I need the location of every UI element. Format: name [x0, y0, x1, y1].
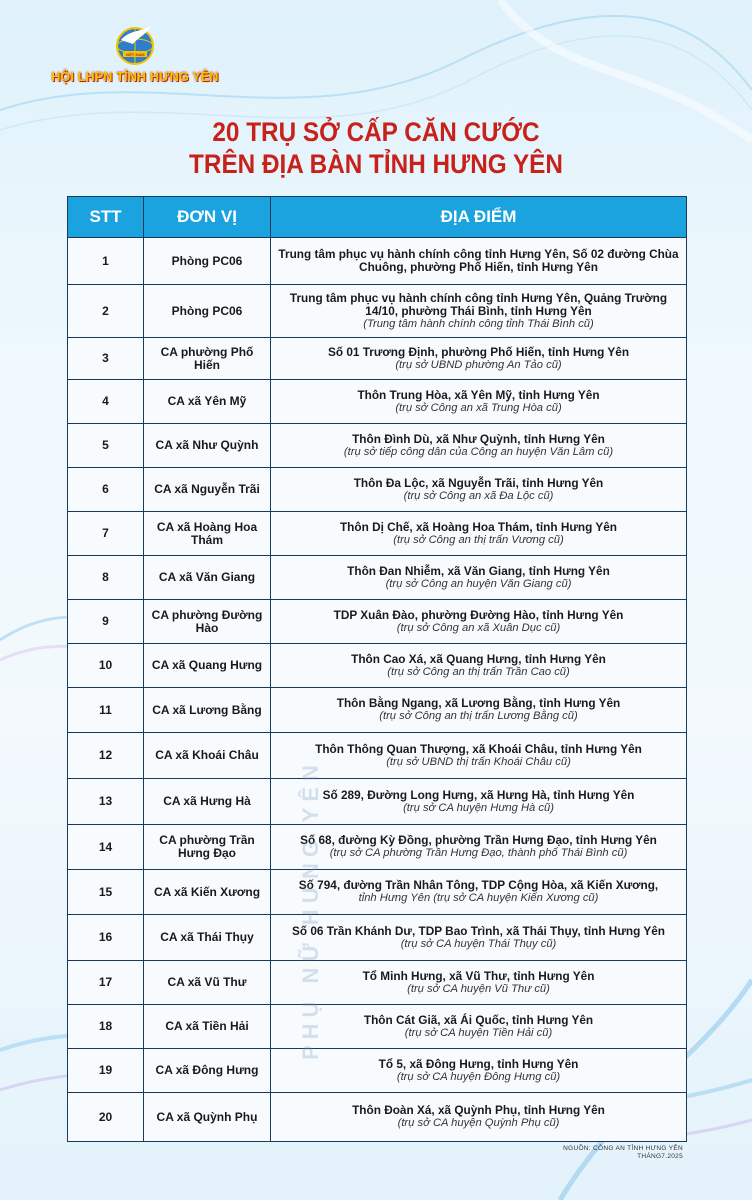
location-address: Thôn Cát Giã, xã Ái Quốc, tỉnh Hưng Yên [363, 1012, 594, 1027]
location-address: Thôn Thông Quan Thượng, xã Khoái Châu, tỉnh Hưng Yên [315, 741, 642, 756]
row-location [271, 238, 687, 285]
row-location [271, 380, 687, 424]
row-unit: CA xã Hưng Hà [144, 779, 271, 825]
table-row [68, 915, 687, 961]
location-note: (trụ sở CA phường Trần Hưng Đạo, thành phố Thái Bình cũ) [329, 847, 628, 859]
row-location [271, 779, 687, 825]
row-location [271, 285, 687, 338]
location-address: Thôn Đình Dù, xã Như Quỳnh, tỉnh Hưng Yên [352, 431, 605, 446]
row-number: 13 [68, 779, 144, 825]
row-unit: CA phường Đường Hào [144, 600, 271, 644]
row-location [271, 961, 687, 1005]
row-number: 11 [68, 688, 144, 733]
organization-name: HỘI LHPN TỈNH HƯNG YÊN [51, 70, 219, 84]
location-note: (trụ sở Công an xã Trung Hòa cũ) [395, 401, 562, 414]
location-note: (trụ sở CA huyện Hưng Hà cũ) [403, 801, 554, 814]
row-number: 18 [68, 1005, 144, 1049]
table-row [68, 1049, 687, 1093]
row-number: 6 [68, 468, 144, 512]
page-title [0, 116, 752, 180]
row-location [271, 338, 687, 380]
column-header-stt: STT [68, 197, 144, 238]
row-location [271, 1005, 687, 1049]
row-number: 17 [68, 961, 144, 1005]
table-header-row [68, 197, 687, 238]
table-row [68, 688, 687, 733]
location-address: Thôn Đa Lộc, xã Nguyễn Trãi, tỉnh Hưng Yên [353, 475, 604, 490]
location-note: (trụ sở Công an thị trấn Vương cũ) [393, 533, 564, 546]
row-unit: CA xã Vũ Thư [144, 961, 271, 1005]
location-note: (trụ sở Công an xã Đa Lộc cũ) [403, 489, 554, 502]
location-address: Thôn Cao Xá, xã Quang Hưng, tỉnh Hưng Yên [351, 651, 606, 666]
row-unit: CA phường Trần Hưng Đạo [144, 825, 271, 870]
row-location [271, 512, 687, 556]
title-line-2: TRÊN ĐỊA BÀN TỈNH HƯNG YÊN [189, 149, 563, 179]
row-number: 14 [68, 825, 144, 870]
row-unit: CA xã Nguyễn Trãi [144, 468, 271, 512]
row-unit: CA xã Khoái Châu [144, 733, 271, 779]
row-unit: CA xã Lương Bằng [144, 688, 271, 733]
source-line-1: NGUỒN: CÔNG AN TỈNH HƯNG YÊN [563, 1145, 683, 1152]
location-note: (trụ sở UBND thị trấn Khoái Châu cũ) [386, 755, 571, 768]
row-location [271, 556, 687, 600]
location-address: Trung tâm phục vụ hành chính công tỉnh Hưng Yên, Số 02 đường Chùa Chuông, phường Phố Hiến, tỉnh Hưng Yên [278, 247, 679, 274]
location-address: Số 01 Trương Định, phường Phố Hiến, tỉnh Hưng Yên [327, 344, 630, 359]
location-address: Số 289, Đường Long Hưng, xã Hưng Hà, tỉnh Hưng Yên [322, 787, 635, 802]
table-row [68, 285, 687, 338]
table-row [68, 961, 687, 1005]
row-unit: CA xã Quỳnh Phụ [144, 1093, 271, 1142]
row-number: 15 [68, 870, 144, 915]
row-location [271, 424, 687, 468]
table-row [68, 338, 687, 380]
location-address: Số 06 Trần Khánh Dư, TDP Bao Trình, xã Thái Thụy, tỉnh Hưng Yên [291, 923, 665, 938]
row-number: 3 [68, 338, 144, 380]
location-address: Thôn Bằng Ngang, xã Lương Bằng, tỉnh Hưng Yên [336, 696, 621, 710]
column-header-location: ĐỊA ĐIỂM [271, 197, 687, 238]
row-location [271, 825, 687, 870]
table-row [68, 512, 687, 556]
table-row [68, 556, 687, 600]
row-number: 1 [68, 238, 144, 285]
row-number: 20 [68, 1093, 144, 1142]
row-number: 12 [68, 733, 144, 779]
location-address: Số 68, đường Kỳ Đồng, phường Trần Hưng Đạo, tỉnh Hưng Yên [300, 833, 657, 847]
location-address: Tổ 5, xã Đông Hưng, tỉnh Hưng Yên [378, 1056, 579, 1071]
row-unit: CA xã Như Quỳnh [144, 424, 271, 468]
table-row [68, 733, 687, 779]
table-row [68, 380, 687, 424]
location-note: (trụ sở Công an huyện Văn Giang cũ) [385, 577, 572, 590]
location-note: (trụ sở CA huyện Đông Hưng cũ) [396, 1070, 561, 1083]
watermark-text: PHỤ NỮ HƯNG YÊN [298, 759, 323, 1060]
title-line-1: 20 TRỤ SỞ CẤP CĂN CƯỚC [212, 117, 540, 147]
location-note: (Trung tâm hành chính công tỉnh Thái Bình cũ) [363, 317, 594, 330]
source-credit [563, 1145, 683, 1161]
svg-text:VIỆT NAM: VIỆT NAM [125, 52, 145, 57]
row-unit: CA xã Văn Giang [144, 556, 271, 600]
location-address: Thôn Dị Chế, xã Hoàng Hoa Thám, tỉnh Hưng Yên [339, 519, 618, 534]
row-location [271, 1049, 687, 1093]
location-note: (trụ sở Công an thị trấn Lương Bằng cũ) [379, 710, 578, 722]
table-row [68, 1005, 687, 1049]
table-row [68, 468, 687, 512]
table-row [68, 238, 687, 285]
table-row [68, 779, 687, 825]
table-row [68, 1093, 687, 1142]
location-note: (trụ sở Công an thị trấn Trần Cao cũ) [387, 665, 570, 678]
row-location [271, 644, 687, 688]
location-note: (trụ sở CA huyện Tiền Hải cũ) [404, 1026, 553, 1039]
row-location [271, 1093, 687, 1142]
location-address: TDP Xuân Đào, phường Đường Hào, tỉnh Hưng Yên [333, 607, 624, 622]
location-note: (trụ sở CA huyện Thái Thụy cũ) [400, 937, 557, 950]
row-number: 10 [68, 644, 144, 688]
location-note: (trụ sở CA huyện Vũ Thư cũ) [407, 982, 550, 995]
row-number: 9 [68, 600, 144, 644]
table-row [68, 825, 687, 870]
row-unit: Phòng PC06 [144, 285, 271, 338]
row-location [271, 688, 687, 733]
row-number: 19 [68, 1049, 144, 1093]
location-address: Thôn Đan Nhiễm, xã Văn Giang, tỉnh Hưng Yên [347, 563, 610, 578]
row-unit: CA xã Thái Thụy [144, 915, 271, 961]
row-location [271, 733, 687, 779]
table-row [68, 424, 687, 468]
location-note: (trụ sở tiếp công dân của Công an huyện Văn Lâm cũ) [343, 445, 614, 458]
row-location [271, 870, 687, 915]
location-address: Tổ Minh Hưng, xã Vũ Thư, tỉnh Hưng Yên [362, 968, 595, 983]
location-address: Số 794, đường Trần Nhân Tông, TDP Cộng Hòa, xã Kiến Xương, [298, 878, 659, 892]
location-note: (trụ sở Công an xã Xuân Dục cũ) [396, 621, 561, 634]
table-row [68, 644, 687, 688]
row-number: 7 [68, 512, 144, 556]
locations-table [67, 196, 687, 1142]
organization-logo [50, 22, 220, 92]
row-number: 2 [68, 285, 144, 338]
locations-table-wrapper [67, 196, 686, 1142]
column-header-unit: ĐƠN VỊ [144, 197, 271, 238]
row-unit: CA xã Hoàng Hoa Thám [144, 512, 271, 556]
row-location [271, 600, 687, 644]
row-unit: CA xã Yên Mỹ [144, 380, 271, 424]
row-unit: Phòng PC06 [144, 238, 271, 285]
location-address: Thôn Trung Hòa, xã Yên Mỹ, tỉnh Hưng Yên [357, 387, 600, 402]
row-unit: CA xã Đông Hưng [144, 1049, 271, 1093]
location-note: tỉnh Hưng Yên (trụ sở CA huyện Kiến Xương cũ) [358, 892, 599, 904]
row-number: 16 [68, 915, 144, 961]
row-number: 8 [68, 556, 144, 600]
table-row [68, 600, 687, 644]
location-note: (trụ sở CA huyện Quỳnh Phụ cũ) [397, 1117, 560, 1129]
row-unit: CA phường Phố Hiến [144, 338, 271, 380]
location-address: Trung tâm phục vụ hành chính công tỉnh Hưng Yên, Quảng Trường 14/10, phường Thái Bình, tỉnh Hưng Yên [289, 290, 668, 318]
row-unit: CA xã Kiến Xương [144, 870, 271, 915]
row-number: 5 [68, 424, 144, 468]
location-address: Thôn Đoàn Xá, xã Quỳnh Phụ, tỉnh Hưng Yên [352, 1103, 605, 1117]
row-unit: CA xã Tiền Hải [144, 1005, 271, 1049]
source-line-2: THÁNG7.2025 [637, 1153, 683, 1160]
row-location [271, 915, 687, 961]
row-unit: CA xã Quang Hưng [144, 644, 271, 688]
location-note: (trụ sở UBND phường An Tảo cũ) [395, 358, 562, 371]
women-union-emblem-icon [107, 22, 163, 68]
row-number: 4 [68, 380, 144, 424]
row-location [271, 468, 687, 512]
table-row [68, 870, 687, 915]
